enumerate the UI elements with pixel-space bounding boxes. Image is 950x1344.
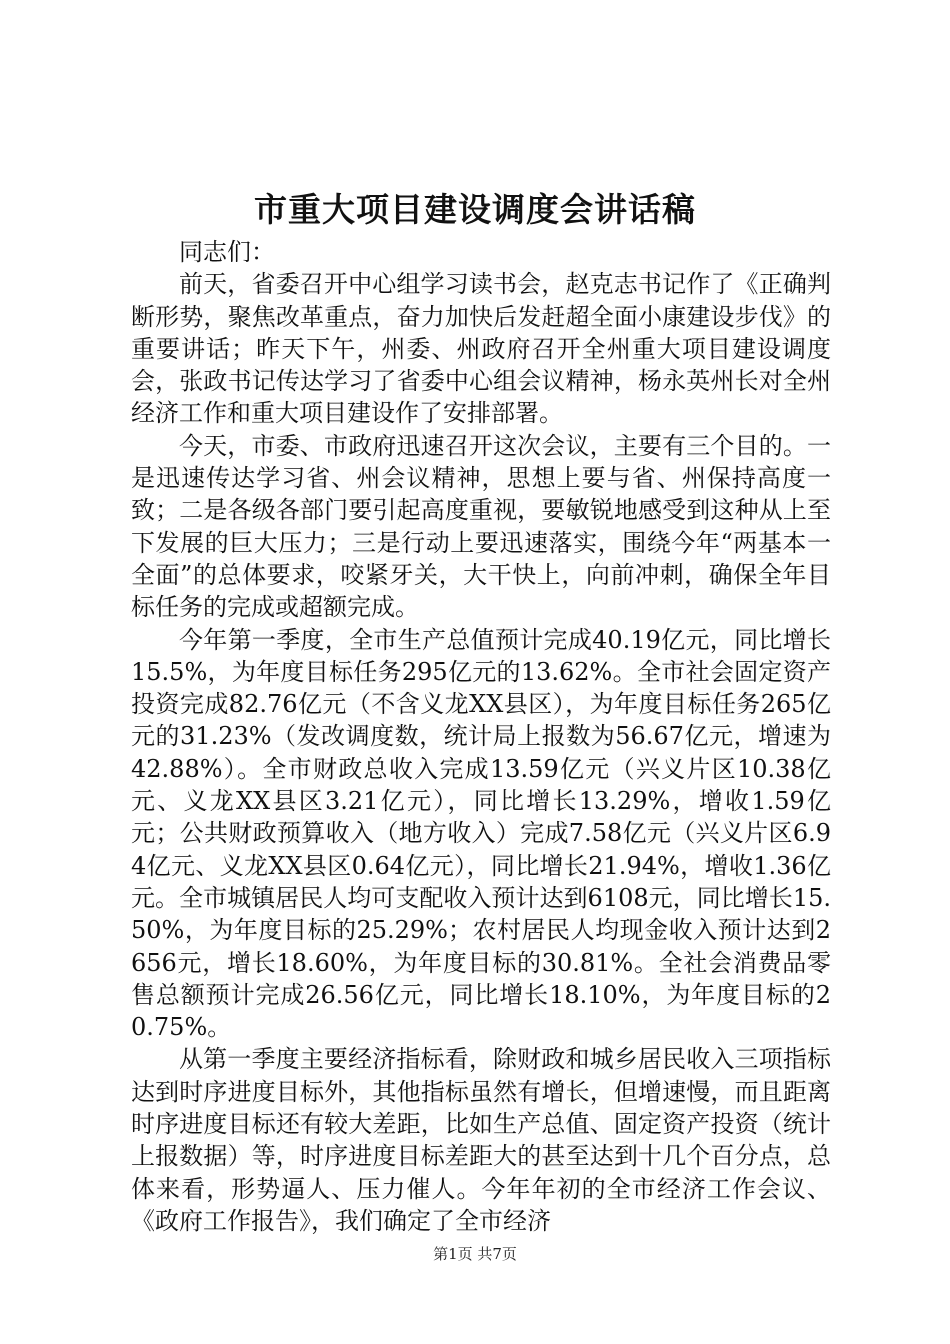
paragraph-2: 今天，市委、市政府迅速召开这次会议，主要有三个目的。一是迅速传达学习省、州会议精神，思想上要与省、州保持高度一致；二是各级各部门要引起高度重视，要敏锐地感受到这种从上至下发展的巨大压力；三是行动上要迅速落实，围绕今年“两基本一全面”的总体要求，咬紧牙关，大干快上，向前冲刺，确保全年目标任务的完成或超额完成。 — [131, 431, 831, 622]
paragraph-3: 今年第一季度，全市生产总值预计完成40.19亿元，同比增长15.5%，为年度目标任务295亿元的13.62%。全市社会固定资产投资完成82.76亿元（不含义龙XX县区），为年度目标任务265亿元的31.23%（发改调度数，统计局上报数为56.67亿元，增速为42.88%）。全市财政总收入完成13.59亿元（兴义片区10.38亿元、义龙XX县区3.21亿元），同比增长13.29%，增收1.59亿元；公共财政预算收入（地方收入）完成7.58亿元（兴义片区6.94亿元、义龙XX县区0.64亿元），同比增长21.94%，增收1.36亿元。全市城镇居民人均可支配收入预计达到6108元，同比增长15.50%，为年度目标的25.29%；农村居民人均现金收入预计达到2656元，增长18.60%，为年度目标的30.81%。全社会消费品零售总额预计完成26.56亿元，同比增长18.10%，为年度目标的20.75%。 — [131, 625, 831, 1042]
paragraph-1: 前天，省委召开中心组学习读书会，赵克志书记作了《正确判断形势，聚焦改革重点，奋力加快后发赶超全面小康建设步伐》的重要讲话；昨天下午，州委、州政府召开全州重大项目建设调度会，张政书记传达学习了省委中心组会议精神，杨永英州长对全州经济工作和重大项目建设作了安排部署。 — [131, 270, 831, 428]
paragraph-4: 从第一季度主要经济指标看，除财政和城乡居民收入三项指标达到时序进度目标外，其他指标虽然有增长，但增速慢，而且距离时序进度目标还有较大差距，比如生产总值、固定资产投资（统计上报数据）等，时序进度目标差距大的甚至达到十几个百分点，总体来看，形势逼人、压力催人。今年年初的全市经济工作会议、《政府工作报告》，我们确定了全市经济 — [131, 1045, 831, 1235]
document-title: 市重大项目建设调度会讲话稿 — [254, 190, 696, 229]
page-number: 第1页 共7页 — [433, 1245, 517, 1263]
salutation: 同志们： — [179, 238, 275, 266]
document-body — [131, 236, 831, 1237]
